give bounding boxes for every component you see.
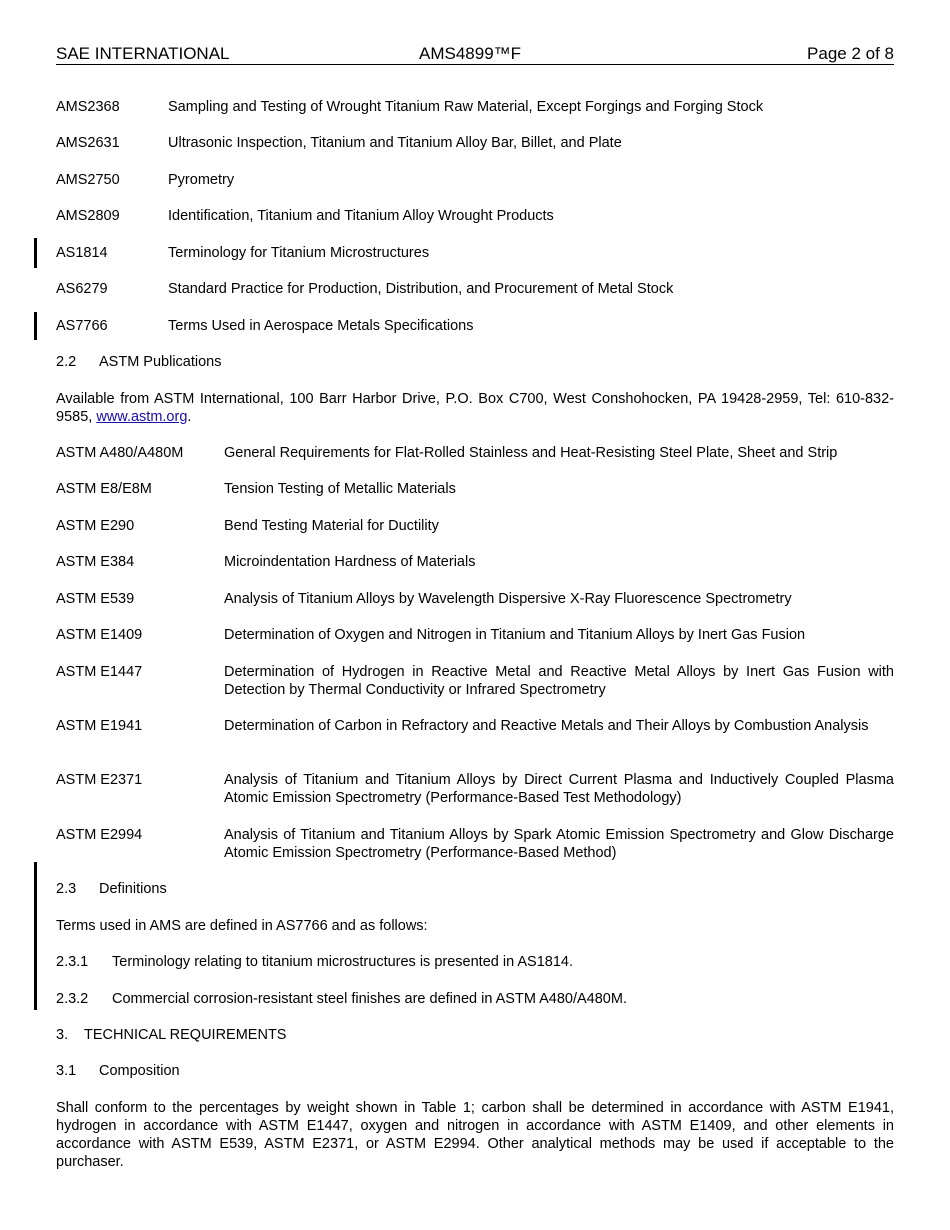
reference-code: AS1814 — [56, 245, 108, 261]
change-bar — [34, 238, 37, 268]
section-number: 2.2 — [56, 354, 77, 370]
definition-text: Terminology relating to titanium microstructures is presented in AS1814. — [112, 954, 573, 970]
reference-code: AS6279 — [56, 281, 108, 297]
reference-title: Analysis of Titanium and Titanium Alloys by Spark Atomic Emission Spectrometry and Glow Discharge Atomic Emission Spectrometry (Performance-Based Method) — [224, 827, 894, 861]
section-number: 3.1 — [56, 1063, 77, 1079]
reference-code: ASTM E1941 — [56, 718, 143, 734]
definitions-intro-text: Terms used in AMS are defined in AS7766 and as follows: — [56, 918, 428, 934]
reference-code: ASTM E2994 — [56, 827, 143, 843]
reference-code: ASTM A480/A480M — [56, 445, 184, 461]
reference-code: AMS2750 — [56, 172, 120, 188]
section-title: Definitions — [99, 881, 167, 897]
header-document-number: AMS4899™F — [419, 44, 522, 63]
reference-code: ASTM E539 — [56, 591, 135, 607]
reference-title: Analysis of Titanium Alloys by Wavelength Dispersive X-Ray Fluorescence Spectrometry — [224, 591, 792, 607]
availability-text: Available from ASTM International, 100 Barr Harbor Drive, P.O. Box C700, West Conshohocken, PA 19428-2959, Tel: 610-832-9585, — [56, 391, 894, 425]
reference-title: Terms Used in Aerospace Metals Specifications — [168, 318, 474, 334]
reference-code: AMS2368 — [56, 99, 120, 115]
reference-code: ASTM E8/E8M — [56, 481, 152, 497]
reference-code: AS7766 — [56, 318, 108, 334]
reference-title: Ultrasonic Inspection, Titanium and Titanium Alloy Bar, Billet, and Plate — [168, 135, 622, 151]
reference-code: ASTM E384 — [56, 554, 135, 570]
section-title: Composition — [99, 1063, 180, 1079]
reference-title: Sampling and Testing of Wrought Titanium Raw Material, Except Forgings and Forging Stock — [168, 99, 764, 115]
reference-code: ASTM E1409 — [56, 627, 143, 643]
header-organization: SAE INTERNATIONAL — [56, 44, 230, 63]
reference-title: Pyrometry — [168, 172, 235, 188]
reference-code: AMS2631 — [56, 135, 120, 151]
section-number: 2.3 — [56, 881, 77, 897]
reference-title: Determination of Carbon in Refractory and Reactive Metals and Their Alloys by Combustion Analysis — [224, 718, 869, 734]
reference-title: Bend Testing Material for Ductility — [224, 518, 439, 534]
reference-title: Determination of Oxygen and Nitrogen in Titanium and Titanium Alloys by Inert Gas Fusion — [224, 627, 806, 643]
composition-text: Shall conform to the percentages by weight shown in Table 1; carbon shall be determined in accordance with ASTM E1941, hydrogen in accordance with ASTM E1447, oxygen and nitrogen in accordance with ASTM E1409, and other elements in accordance with ASTM E539, ASTM E2371, or ASTM E2994. Other analytical methods may be used if acceptable to the purchaser. — [56, 1100, 894, 1170]
section-title: TECHNICAL REQUIREMENTS — [84, 1027, 287, 1043]
reference-code: ASTM E2371 — [56, 772, 143, 788]
reference-title: Terminology for Titanium Microstructures — [168, 245, 430, 261]
availability-period: . — [187, 409, 192, 425]
reference-code: AMS2809 — [56, 208, 120, 224]
definition-number: 2.3.2 — [56, 991, 89, 1007]
definition-text: Commercial corrosion-resistant steel finishes are defined in ASTM A480/A480M. — [112, 991, 627, 1007]
reference-code: ASTM E290 — [56, 518, 135, 534]
header-page-number: Page 2 of 8 — [807, 44, 894, 63]
section-number: 3. — [56, 1027, 69, 1043]
reference-title: Standard Practice for Production, Distribution, and Procurement of Metal Stock — [168, 281, 674, 297]
composition-paragraph — [56, 1099, 894, 1171]
reference-title: Microindentation Hardness of Materials — [224, 554, 476, 570]
reference-code: ASTM E1447 — [56, 664, 143, 680]
reference-title: Determination of Hydrogen in Reactive Metal and Reactive Metal Alloys by Inert Gas Fusion with Detection by Thermal Conductivity or Infrared Spectrometry — [224, 664, 894, 698]
change-bar — [34, 862, 37, 1010]
definitions-intro — [56, 917, 894, 935]
definition-number: 2.3.1 — [56, 954, 89, 970]
reference-title: General Requirements for Flat-Rolled Stainless and Heat-Resisting Steel Plate, Sheet and Strip — [224, 445, 838, 461]
astm-website-link[interactable]: www.astm.org — [96, 409, 188, 425]
availability-paragraph — [56, 390, 894, 426]
reference-title: Analysis of Titanium and Titanium Alloys by Direct Current Plasma and Inductively Coupled Plasma Atomic Emission Spectrometry (Performance-Based Test Methodology) — [224, 772, 894, 806]
section-title: ASTM Publications — [99, 354, 222, 370]
page-header — [56, 44, 894, 65]
change-bar — [34, 312, 37, 340]
reference-title: Identification, Titanium and Titanium Alloy Wrought Products — [168, 208, 554, 224]
reference-title: Tension Testing of Metallic Materials — [224, 481, 456, 497]
